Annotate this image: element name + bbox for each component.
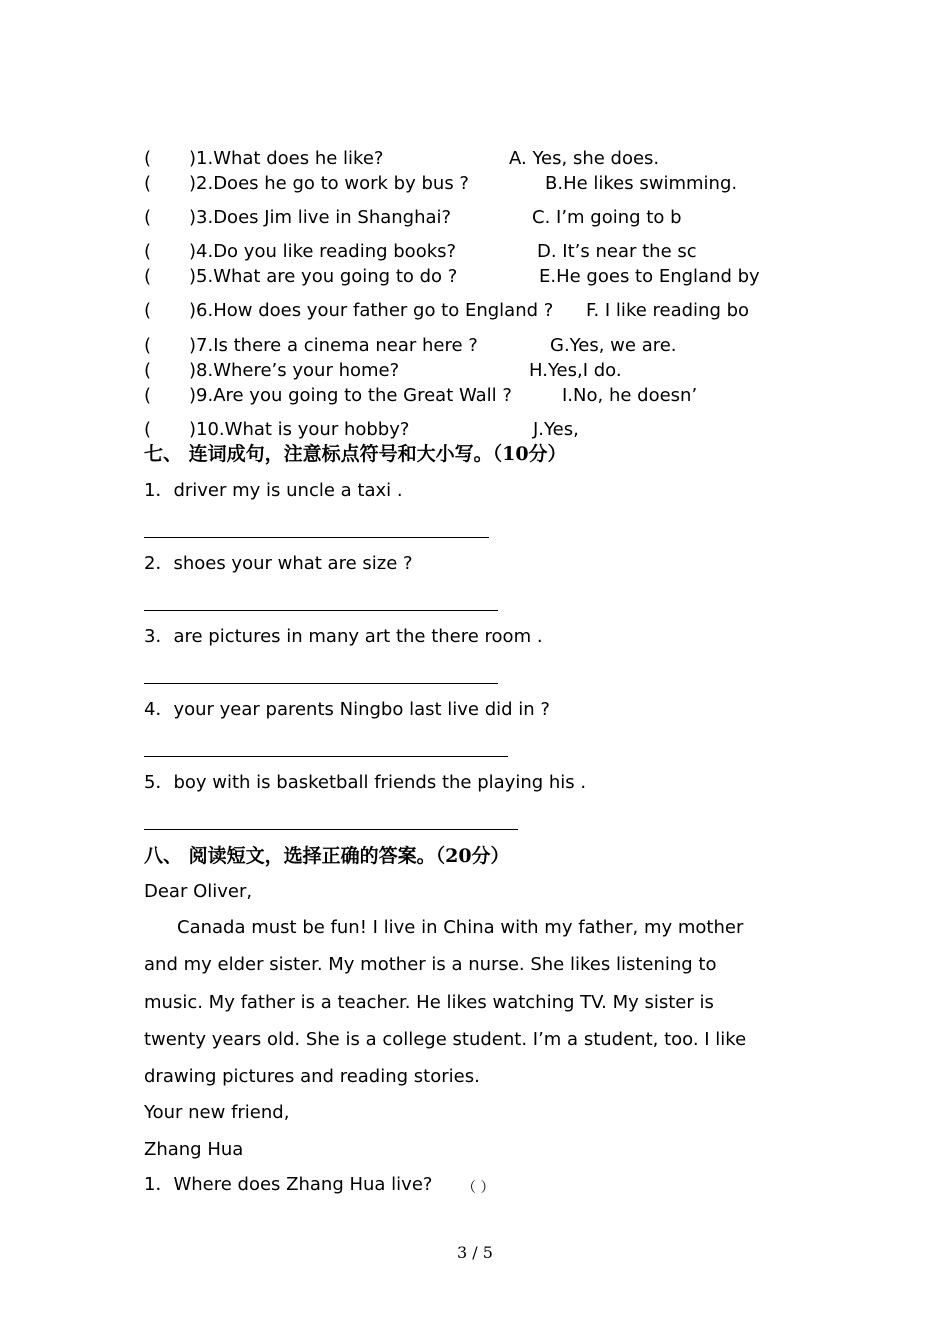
answer-line[interactable] [144,537,489,538]
answer-line[interactable] [144,829,518,830]
paren: ( [144,419,152,440]
letter-body-line: twenty years old. She is a college student. I’m a student, too. I like [144,1029,747,1050]
matching-answer: F. I like reading bo [586,300,750,321]
answer-line[interactable] [144,610,498,611]
matching-answer: G.Yes, we are. [550,335,677,356]
answer-line[interactable] [144,683,498,684]
matching-answer: D. It’s near the sc [537,241,697,262]
reading-question: 1．Where does Zhang Hua live? [144,1174,433,1195]
matching-question: )1.What does he like? [189,148,384,169]
matching-question: )2.Does he go to work by bus ? [189,173,469,194]
sentence-item: 4．your year parents Ningbo last live did in ? [144,699,550,720]
paren: ( [144,207,152,228]
paren: ( [144,241,152,262]
sentence-item: 1．driver my is uncle a taxi . [144,480,403,501]
letter-salutation: Dear Oliver, [144,881,253,902]
matching-answer: J.Yes, [533,419,579,440]
letter-signature: Zhang Hua [144,1139,244,1160]
paren: ( [144,173,152,194]
paren: ( [144,148,152,169]
answer-paren[interactable]: （ ） [462,1180,495,1196]
paren: ( [144,360,152,381]
section8-heading: 八、 阅读短文，选择正确的答案。（20分） [144,845,510,867]
page-number: 3 / 5 [457,1243,493,1262]
letter-body-line: and my elder sister. My mother is a nurse. She likes listening to [144,954,717,975]
matching-question: )6.How does your father go to England ? [189,300,554,321]
paren: ( [144,300,152,321]
letter-body-line: Canada must be fun! I live in China with my father, my mother [177,917,744,938]
matching-answer: B.He likes swimming. [545,173,738,194]
matching-question: )5.What are you going to do ? [189,266,458,287]
sentence-item: 3．are pictures in many art the there room . [144,626,543,647]
section7-heading: 七、 连词成句，注意标点符号和大小写。（10分） [144,443,567,465]
paren: ( [144,385,152,406]
paren: ( [144,266,152,287]
letter-body-line: music. My father is a teacher. He likes watching TV. My sister is [144,992,714,1013]
matching-question: )9.Are you going to the Great Wall ? [189,385,512,406]
matching-answer: I.No, he doesn’ [562,385,698,406]
matching-question: )10.What is your hobby? [189,419,410,440]
matching-question: )7.Is there a cinema near here ? [189,335,478,356]
letter-body-line: drawing pictures and reading stories. [144,1066,480,1087]
matching-question: )8.Where’s your home? [189,360,400,381]
sentence-item: 2．shoes your what are size ? [144,553,413,574]
matching-answer: A. Yes, she does. [509,148,660,169]
letter-closing: Your new friend, [144,1102,290,1123]
matching-question: )4.Do you like reading books? [189,241,457,262]
answer-line[interactable] [144,756,508,757]
matching-question: )3.Does Jim live in Shanghai? [189,207,452,228]
paren: ( [144,335,152,356]
matching-answer: E.He goes to England by [539,266,760,287]
matching-answer: H.Yes,I do. [529,360,622,381]
matching-answer: C. I’m going to b [532,207,682,228]
sentence-item: 5．boy with is basketball friends the playing his . [144,772,587,793]
